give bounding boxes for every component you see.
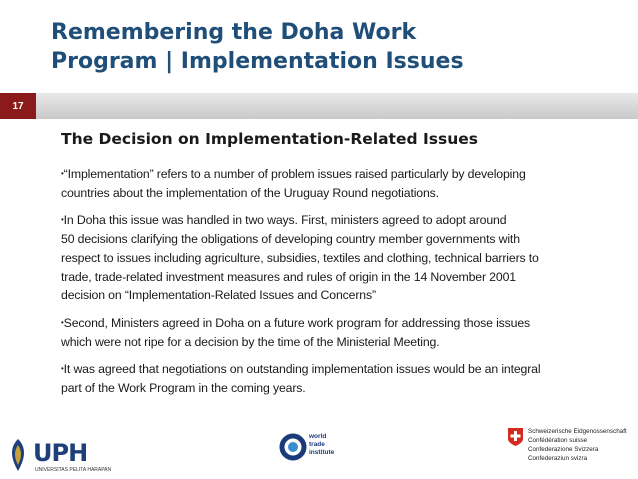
bullet-item	[61, 360, 596, 397]
section-heading: The Decision on Implementation-Related Issues	[61, 130, 478, 148]
bullet-line: •“Implementation” refers to a number of problem issues raised particularly by developing	[61, 167, 526, 181]
bullet-line: part of the Work Program in the coming years.	[61, 381, 306, 396]
bullet-line: decision on “Implementation-Related Issues and Concerns”	[61, 288, 376, 303]
bullet-item	[61, 211, 596, 305]
uph-tagline: UNIVERSITAS PELITA HARAPAN	[35, 467, 112, 473]
wti-ring-icon	[279, 433, 307, 461]
bullet-line: 50 decisions clarifying the obligations of developing country member governments with	[61, 232, 520, 247]
swiss-flag-icon	[508, 428, 523, 446]
swiss-text: Schweizerische Eidgenossenschaft Confédération suisse Confederazione Svizzera Confederaziun svizra	[528, 428, 627, 462]
slide-title	[51, 18, 611, 76]
bullet-line: respect to issues including agriculture, subsidies, textiles and clothing, technical barriers to	[61, 250, 539, 265]
bullet-line: trade, trade-related investment measures and rules of origin in the 14 November 2001	[61, 269, 516, 284]
title-line-1: Remembering the Doha Work	[51, 20, 417, 45]
bullet-item	[61, 165, 596, 202]
bullet-dot-icon: •	[61, 215, 64, 225]
uph-logo	[5, 437, 125, 477]
header-band	[36, 93, 638, 119]
uph-emblem-icon	[5, 437, 31, 473]
swiss-confederation-logo	[508, 427, 633, 471]
slide-number-badge: 17	[0, 93, 36, 119]
bullet-line: which were not ripe for a decision by the time of the Ministerial Meeting.	[61, 334, 440, 349]
bullet-line: •It was agreed that negotiations on outstanding implementation issues would be an integral	[61, 362, 541, 377]
title-line-2: Program | Implementation Issues	[51, 49, 464, 74]
wti-wordmark: world trade institute	[309, 433, 335, 456]
bullet-dot-icon: •	[61, 364, 64, 374]
wti-logo	[279, 429, 359, 469]
bullet-list	[61, 165, 596, 407]
bullet-line: •In Doha this issue was handled in two ways. First, ministers agreed to adopt around	[61, 213, 507, 228]
bullet-line: countries about the implementation of the Uruguay Round negotiations.	[61, 185, 439, 200]
uph-wordmark: UPH	[33, 439, 88, 467]
bullet-item	[61, 314, 596, 351]
bullet-dot-icon: •	[61, 169, 64, 178]
bullet-line: •Second, Ministers agreed in Doha on a future work program for addressing those issues	[61, 315, 531, 330]
bullet-dot-icon: •	[61, 317, 64, 327]
